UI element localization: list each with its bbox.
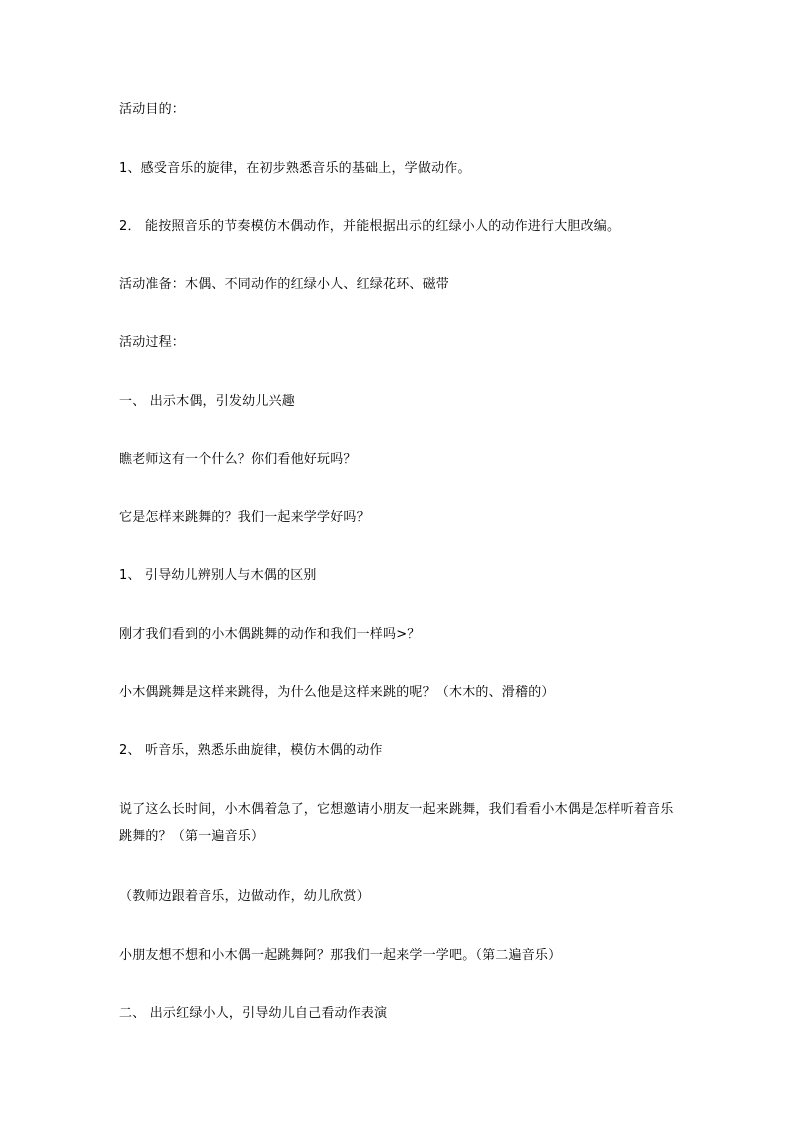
sub-step-1-heading: 1、 引导幼儿辨别人与木偶的区别 xyxy=(119,568,317,583)
section-heading-objectives: 活动目的： xyxy=(119,102,186,117)
paragraph: 小木偶跳舞是这样来跳得，为什么他是这样来跳的呢？（木木的、滑稽的） xyxy=(119,685,555,700)
process-step-1-heading: 一、 出示木偶，引发幼儿兴趣 xyxy=(119,394,295,409)
paragraph: 瞧老师这有一个什么？你们看他好玩吗？ xyxy=(119,452,357,467)
sub-step-2-heading: 2、 听音乐，熟悉乐曲旋律，模仿木偶的动作 xyxy=(119,743,383,758)
paragraph: 小朋友想不想和小木偶一起跳舞阿？那我们一起来学一学吧。（第二遍音乐） xyxy=(119,948,562,963)
section-heading-process: 活动过程： xyxy=(119,335,186,350)
paragraph: 刚才我们看到的小木偶跳舞的动作和我们一样吗>？ xyxy=(119,627,421,642)
preparation-line: 活动准备：木偶、不同动作的红绿小人、红绿花环、磁带 xyxy=(119,277,450,292)
paragraph: （教师边跟着音乐，边做动作，幼儿欣赏） xyxy=(119,889,370,904)
paragraph: 说了这么长时间，小木偶着急了，它想邀请小朋友一起来跳舞，我们看看小木偶是怎样听着音乐跳舞的？（第一遍音乐） xyxy=(119,802,674,844)
process-step-2-heading: 二、 出示红绿小人，引导幼儿自己看动作表演 xyxy=(119,1006,388,1021)
paragraph: 它是怎样来跳舞的？我们一起来学学好吗？ xyxy=(119,510,370,525)
objective-item-1: 1、感受音乐的旋律，在初步熟悉音乐的基础上，学做动作。 xyxy=(119,161,471,176)
objective-item-2: 2． 能按照音乐的节奏模仿木偶动作，并能根据出示的红绿小人的动作进行大胆改编。 xyxy=(119,219,621,234)
